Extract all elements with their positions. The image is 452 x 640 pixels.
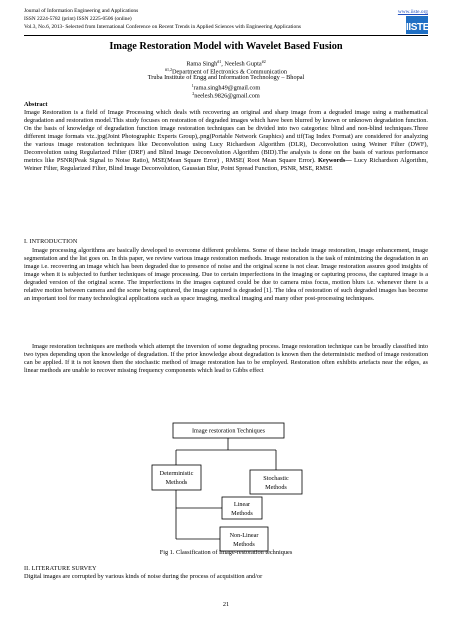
section-introduction-heading: I. INTRODUCTION: [24, 238, 78, 245]
paper-title: Image Restoration Model with Wavelet Based Fusion: [109, 41, 343, 52]
author-email-2[interactable]: $^2$neelesh.9826@gmail.com: [192, 91, 260, 100]
deterministic-label-1: Deterministic: [159, 470, 194, 477]
stochastic-label-1: Stochastic: [263, 475, 289, 482]
linear-label-1: Linear: [233, 501, 251, 508]
stochastic-label-2: Methods: [265, 484, 287, 491]
author-names: Rama Singh$^{\#1}$, Neelesh Gupta$^{\#2}$: [186, 59, 266, 68]
page-number: 21: [222, 601, 230, 608]
introduction-paragraph-1: Image processing algorithms are basically developed to overcome different problems. Some of these include image restoration, image enhancement, image segmentation and the list goes on. In this paper, we review various image restoration methods. Image restoration is the task of minimizing the degradation in an image i.e. recovering an image which has been degraded due to presence of noise and the original scene is not clear. Image restoration assures good insights of image when it is subjected to further techniques of image processing. Due to certain imperfections in the imaging or capturing process, the captured image is a degraded version of the original scene. The imperfections in the images captured could be due to camera miss focus, motion blurs i.e. whenever there is a relative motion between camera and the scene being captured, the image captured is degraded [1]. The idea of restoration of such degraded images has become an important tool for many technological applications such as space imaging, medical imaging and many other post-processing techniques.: [24, 247, 428, 303]
iiste-logo-text: IISTE: [406, 22, 430, 33]
journal-name: Journal of Information Engineering and Applications: [24, 8, 139, 14]
root-label: Image restoration Techniques: [192, 427, 265, 435]
issn-line: ISSN 2224-5782 (print) ISSN 2225-0506 (online): [24, 16, 132, 22]
author-email-1[interactable]: $^1$rama.singh49@gmail.com: [191, 83, 261, 92]
deterministic-box: [152, 465, 201, 490]
linear-label-2: Methods: [231, 510, 253, 517]
abstract-text: Image Restoration is a field of Image Processing which deals with recovering an original and sharp image from a degraded image using a mathematical degradation and restoration model.This study focuses on restoration of degraded images which have been blurred by known or unknown degradation function. On the basis of knowledge of degradation function image restoration techniques can be divided into two categories: blind and non-blind techniques.Three different image formats viz..jpg(Joint Photographic Experts Group),.png(Portable Network Graphics) and tif(Tag Index Format) are considered for analyzing the various image restoration techniques like Deconvolution using Lucy Richardson Algorithm (DLR), Deconvolution using Weiner Filter (DWF), Deconvolution using Regularized Filter (DRF) and Blind Image Deconvolution Algorithm (BID).The analysis is done on the basis of various performance metrics like PSNR(Peak Signal to Noise Ratio), MSE(Mean Square Error) , RMSE( Root Mean Square Error). Keywords— Lucy Richardson Algorithm, Weiner Filter, Regularized Filter, Blind Image Deconvolution, Gaussian Blur, Point Spread Function, PSNR, MSE, RMSE: [24, 109, 428, 173]
volume-line: Vol.3, No.6, 2013- Selected from International Conference on Recent Trends in Applied Sciences with Engineering Applications: [24, 24, 302, 30]
deterministic-label-2: Methods: [165, 479, 188, 486]
keywords-text: Lucy Richardson Algorithm, Weiner Filter, Regularized Filter, Blind Image Deconvolution, Gaussian Blur, Point Spread Function, PSNR, MSE, RMSE: [24, 157, 428, 173]
non-linear-label-1: Non-Linear: [229, 532, 259, 539]
non-linear-label-2: Methods: [233, 541, 255, 548]
keywords-label: Keywords—: [318, 157, 352, 165]
author-institute: Truba Institute of Engg and Information Technology – Bhopal: [147, 74, 305, 81]
author-department: $^{\#1,2}$Department of Electronics & Communication: [164, 67, 288, 76]
section-literature-heading: II. LITERATURE SURVEY: [24, 565, 97, 572]
introduction-paragraph-2: Image restoration techniques are methods which attempt the inversion of some degrading process. Image restoration technique can be broadly classified into two types depending upon the knowledge of degradation. If the prior knowledge about degradation is known then the deterministic method of image restoration can be applied. If it is not known then the stochastic method of image restoration has to be employed. Restoration often exhibits artefacts near the edges, as linear methods are unable to recover missing frequency components which lead to Gibbs effect: [24, 343, 428, 375]
literature-paragraph: Digital images are corrupted by various kinds of noise during the process of acquisition and/or: [24, 573, 263, 580]
journal-url-link[interactable]: www.iiste.org: [397, 9, 428, 15]
abstract-heading: Abstract: [24, 101, 48, 108]
figure-caption: Fig 1. Classification of Image-restoration techniques: [159, 549, 293, 556]
